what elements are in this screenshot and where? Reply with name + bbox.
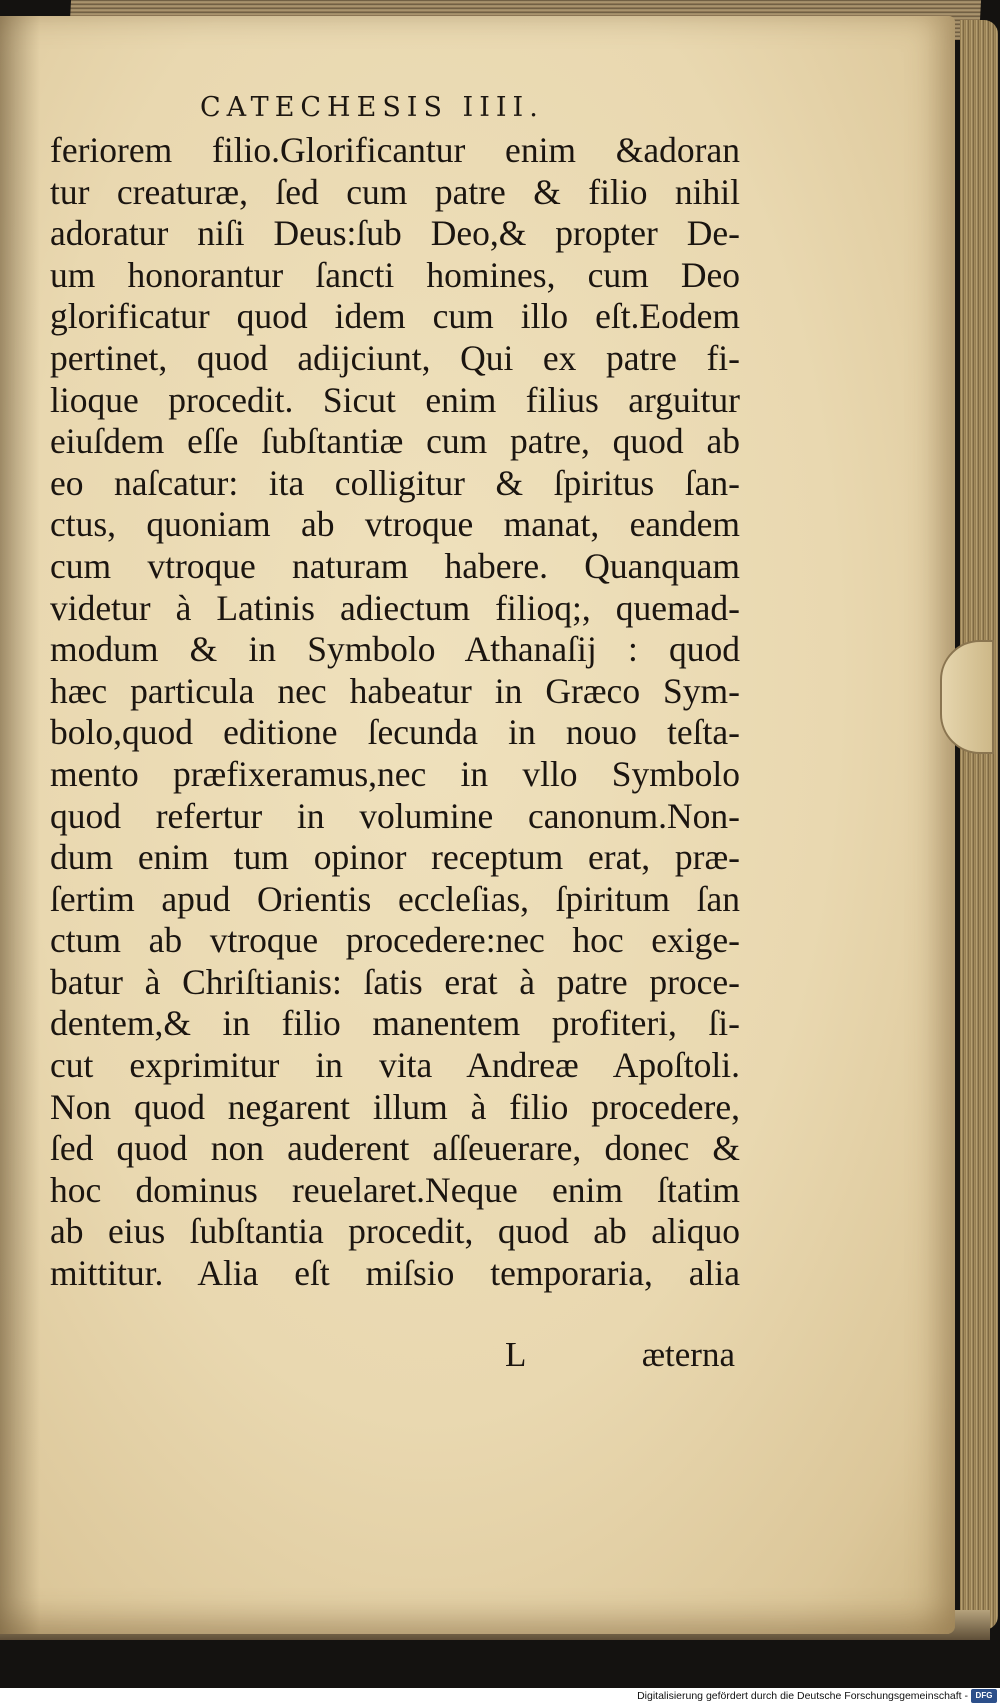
text-line: Non quod negarent illum à filio procedere, bbox=[50, 1086, 740, 1127]
text-line: ctum ab vtroque procedere:nec hoc exige- bbox=[50, 920, 740, 961]
text-line: eo naſcatur: ita colligitur & ſpiritus ſan- bbox=[50, 462, 740, 503]
text-line: adoratur niſi Deus:ſub Deo,& propter De- bbox=[50, 213, 740, 254]
body-text bbox=[50, 130, 740, 1295]
text-line: cut exprimitur in vita Andreæ Apoſtoli. bbox=[50, 1045, 740, 1086]
text-line: mento præfixeramus,nec in vllo Symbolo bbox=[50, 753, 740, 794]
text-line: hæc particula nec habeatur in Græco Sym- bbox=[50, 670, 740, 711]
page-foot bbox=[505, 1335, 735, 1380]
text-line: mittitur. Alia eſt miſsio temporaria, alia bbox=[50, 1253, 740, 1294]
dfg-logo: DFG bbox=[971, 1689, 997, 1703]
text-line: feriorem filio.Glorificantur enim &adoran bbox=[50, 130, 740, 170]
book-fore-edge bbox=[960, 20, 998, 1630]
text-line: eiuſdem eſſe ſubſtantiæ cum patre, quod ab bbox=[50, 421, 740, 462]
signature-mark: L bbox=[505, 1335, 527, 1374]
text-line: batur à Chriſtianis: ſatis erat à patre proce- bbox=[50, 961, 740, 1002]
text-line: pertinet, quod adijciunt, Qui ex patre fi- bbox=[50, 337, 740, 378]
text-line: bolo,quod editione ſecunda in nouo teſta- bbox=[50, 712, 740, 753]
text-line: dentem,& in filio manentem profiteri, ſi- bbox=[50, 1003, 740, 1044]
catchword: æterna bbox=[641, 1335, 735, 1374]
digitization-credit: Digitalisierung gefördert durch die Deutsche Forschungsgemeinschaft - bbox=[637, 1690, 968, 1702]
text-line: hoc dominus reuelaret.Neque enim ſtatim bbox=[50, 1169, 740, 1210]
text-line: glorificatur quod idem cum illo eſt.Eodem bbox=[50, 296, 740, 337]
text-line: ctus, quoniam ab vtroque manat, eandem bbox=[50, 504, 740, 545]
text-line: ſertim apud Orientis eccleſias, ſpiritum ſan bbox=[50, 878, 740, 919]
running-head: CATECHESIS IIII. bbox=[200, 92, 544, 123]
text-line: cum vtroque naturam habere. Quanquam bbox=[50, 545, 740, 586]
text-line: videtur à Latinis adiectum filioq;, quemad- bbox=[50, 587, 740, 628]
text-line: dum enim tum opinor receptum erat, præ- bbox=[50, 837, 740, 878]
text-line: tur creaturæ, ſed cum patre & filio nihil bbox=[50, 171, 740, 212]
gutter-shadow bbox=[0, 16, 40, 1634]
text-line: lioque procedit. Sicut enim filius arguitur bbox=[50, 379, 740, 420]
text-line: modum & in Symbolo Athanaſij : quod bbox=[50, 629, 740, 670]
page-tab-marker bbox=[940, 640, 994, 754]
text-line: ab eius ſubſtantia procedit, quod ab aliquo bbox=[50, 1211, 740, 1252]
text-line: ſed quod non auderent aſſeuerare, donec & bbox=[50, 1128, 740, 1169]
text-line: um honorantur ſancti homines, cum Deo bbox=[50, 254, 740, 295]
text-line: quod refertur in volumine canonum.Non- bbox=[50, 795, 740, 836]
